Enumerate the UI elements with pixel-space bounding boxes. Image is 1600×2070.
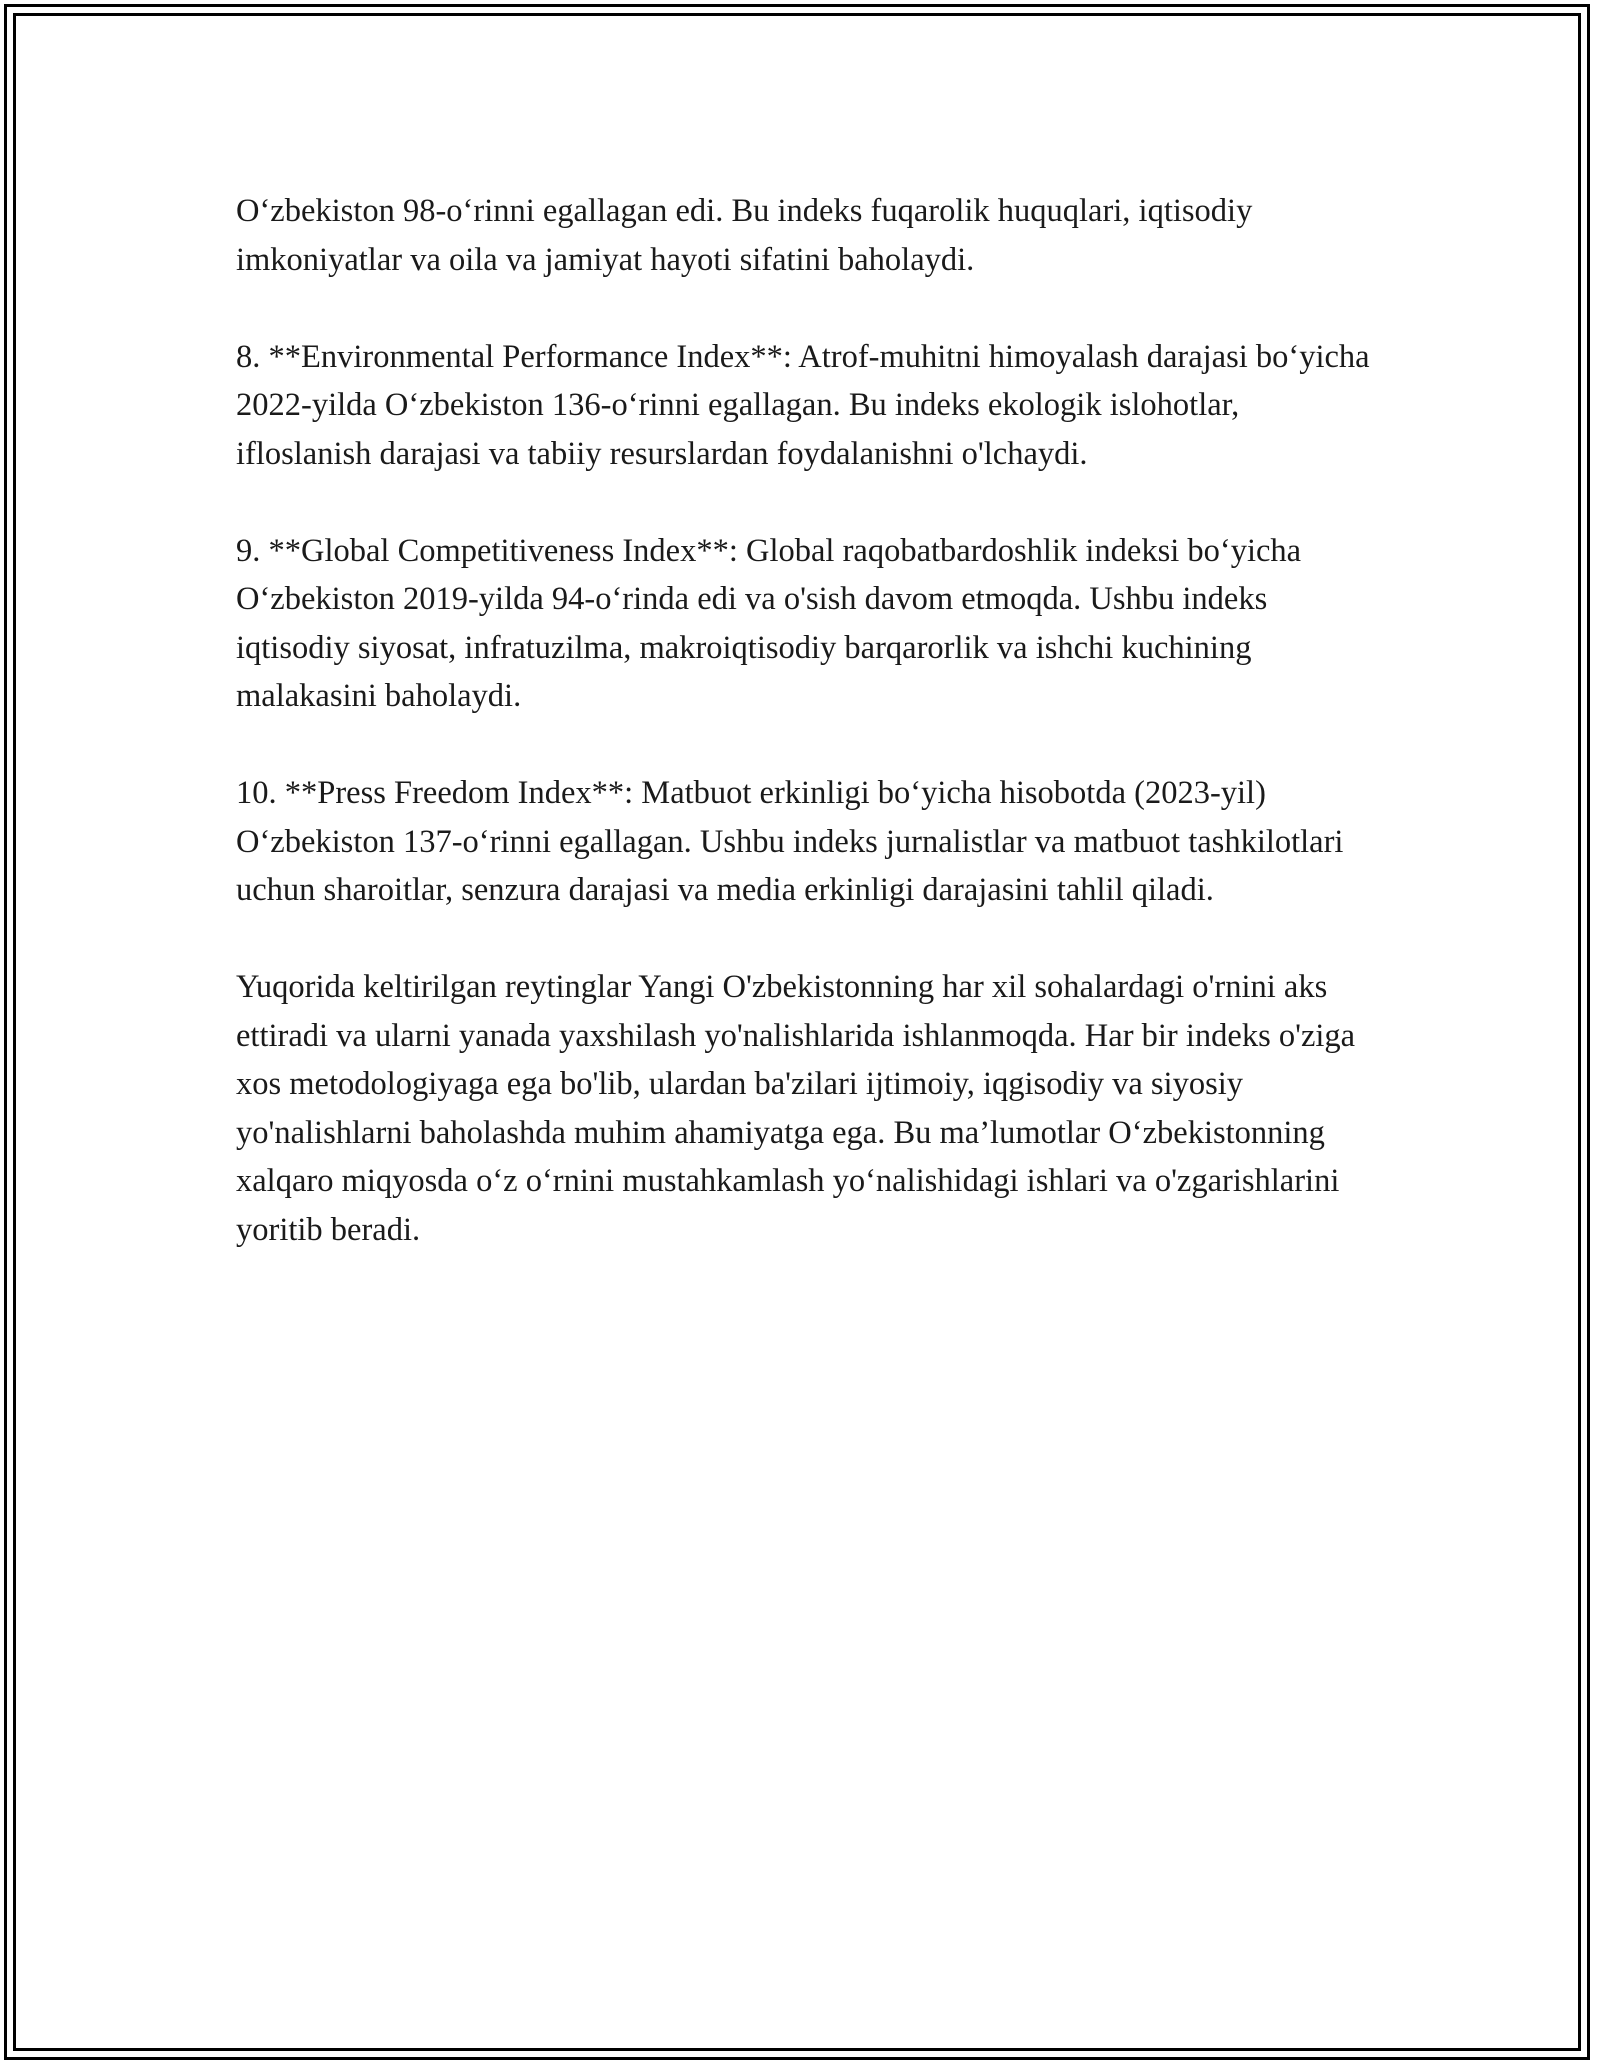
paragraph-conclusion: Yuqorida keltirilgan reytinglar Yangi O'zbekistonning har xil sohalardagi o'rnini aks ettiradi va ularni yanada yaxshilash yo'nalishlarida ishlanmoqda. Har bir indeks o'ziga xos metodologiyaga ega bo'lib, ulardan ba'zilari ijtimoiy, iqgisodiy va siyosiy yo'nalishlarni baholashda muhim ahamiyatga ega. Bu ma’lumotlar O‘zbekistonning xalqaro miqyosda o‘z o‘rnini mustahkamlash yo‘nalishidagi ishlari va o'zgarishlarini yoritib beradi. xyxy=(236,969,1356,1248)
paragraph-intro-continuation: O‘zbekiston 98-o‘rinni egallagan edi. Bu indeks fuqarolik huquqlari, iqtisodiy imkoniyatlar va oila va jamiyat hayoti sifatini baholaydi. xyxy=(236,193,1253,278)
paragraph-environmental-performance-index: 8. **Environmental Performance Index**: Atrof-muhitni himoyalash darajasi bo‘yicha 2022-yilda O‘zbekiston 136-o‘rinni egallagan. Bu indeks ekologik islohotlar, ifloslanish darajasi va tabiiy resurslardan foydalanishni o'lchaydi. xyxy=(236,338,1370,472)
paragraph-global-competitiveness-index: 9. **Global Competitiveness Index**: Global raqobatbardoshlik indeksi bo‘yicha O‘zbekiston 2019-yilda 94-o‘rinda edi va o'sish davom etmoqda. Ushbu indeks iqtisodiy siyosat, infratuzilma, makroiqtisodiy barqarorlik va ishchi kuchining malakasini baholaydi. xyxy=(236,532,1302,714)
paragraph-press-freedom-index: 10. **Press Freedom Index**: Matbuot erkinligi bo‘yicha hisobotda (2023-yil) O‘zbekiston 137-o‘rinni egallagan. Ushbu indeks jurnalistlar va matbuot tashkilotlari uchun sharoitlar, senzura darajasi va media erkinligi darajasini tahlil qiladi. xyxy=(236,775,1344,908)
document-body xyxy=(236,187,1376,1254)
